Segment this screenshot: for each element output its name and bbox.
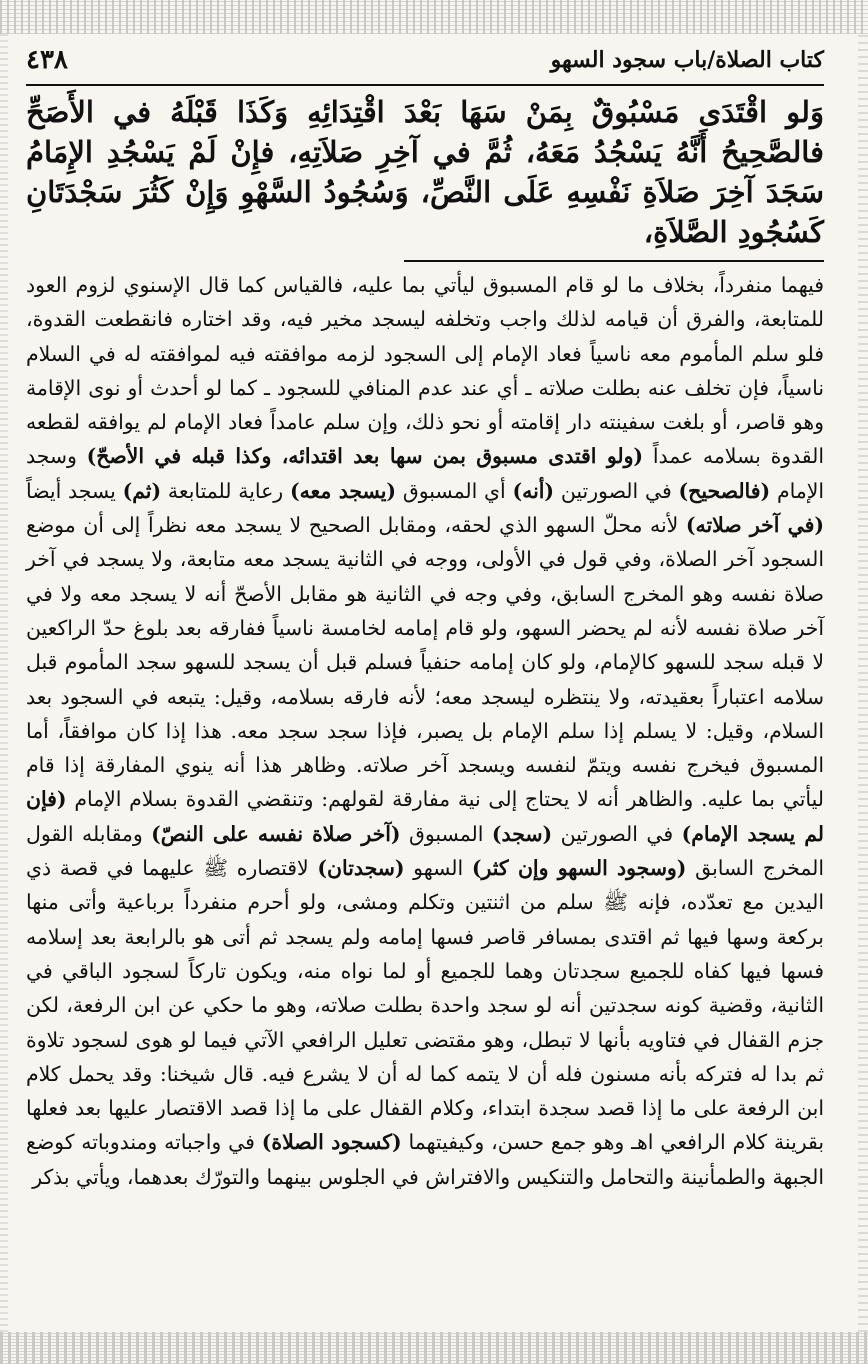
commentary-segment: في الصورتين [552,821,682,846]
main-text-matn: وَلو اقْتَدَى مَسْبُوقٌ بِمَنْ سَهَا بَعْدَ اقْتِدَائِهِ وَكَذَا قَبْلَهُ في الأَصَحِّ فالصَّحِيحُ أَنَّهُ يَسْجُدُ مَعَهُ، ثُمَّ في آخِرِ صَلاَتِهِ، فإِنْ لَمْ يَسْجُدِ الإِمَامُ سَجَدَ آخِرَ صَلاَةِ نَفْسِهِ عَلَى النَّصِّ، وَسُجُودُ السَّهْوِ وَإِنْ كَثُرَ سَجْدَتَانِ كَسُجُودِ الصَّلاَةِ، [26,95,824,249]
chapter-title: كتاب الصلاة/باب سجود السهو [550,47,824,73]
commentary-segment: يسجد أيضاً [26,478,123,503]
quoted-matn-segment: (فإن لم يسجد الإمام) [26,787,824,846]
commentary-segment: لاقتصاره ﷺ عليهما في قصة ذي اليدين مع تعدّده، فإنه ﷺ سلم من اثنتين وتكلم ومشى، ولو أحرم منفرداً برباعية وأتى منها بركعة وسها فيها ثم اقتدى بمسافر قاصر فسها إمامه ولم يسجد ثم أتى هو بالرابعة بعد إسلامه فسها فيها كفاه للجميع سجدتان وهما للجميع أو لما نواه منه، ويكون تاركاً لسجود الباقي في الثانية، وقضية كونه سجدتين أنه لو سجد واحدة بطلت صلاته، وهو ما حكي عن ابن الرفعة، لكن جزم القفال في فتاويه بأنها لا تبطل، وهو مقتضى تعليل الرافعي الآتي فيما لو هوى لسجود تلاوة ثم بدا له فتركه بأنه مسنون فله أن لا يتمه كما له أن لا يشرع فيه. قال شيخنا: وقد يحمل كلام ابن الرفعة على ما إذا قصد سجدة ابتداء، وكلام القفال على ما إذا قصد الاقتصار عليها بعد فعلها بقرينة كلام الرافعي اهـ وهو جمع حسن، وكيفيتهما [26,856,824,1155]
commentary-segment: أي المسبوق [396,478,513,503]
commentary-segment: في الصورتين [554,478,679,503]
quoted-matn-segment: (فالصحيح) [678,478,771,503]
commentary-segment: وسجد الإمام [26,444,825,503]
top-decorative-border [0,0,868,34]
quoted-matn-segment: (سجد) [491,821,553,846]
commentary-segment: في واجباته ومندوباته كوضع الجبهة والطمأنينة والتحامل والتنكيس والافتراش في الجلوس بينهما والتورّك بعدهما، ويأتي بذكر [26,1130,824,1189]
quoted-matn-segment: (آخر صلاة نفسه على النصّ) [151,821,401,846]
quoted-matn-segment: (كسجود الصلاة) [261,1130,402,1155]
commentary-segment: ومقابله القول المخرج السابق [26,821,825,881]
quoted-matn-segment: (في آخر صلاته) [685,513,824,538]
page-number: ٤٣٨ [26,45,68,75]
quoted-matn-segment: (وسجود السهو وإن كثر) [471,856,687,881]
bottom-decorative-border [0,1332,868,1364]
commentary-segment: رعاية للمتابعة [161,478,290,503]
commentary-paragraph [26,268,824,1194]
matn-commentary-separator [404,260,824,262]
quoted-matn-segment: (ثم) [122,478,162,503]
quoted-matn-segment: (يسجد معه) [289,478,397,503]
right-page-edge [858,34,868,1332]
left-page-edge [0,34,8,1332]
running-header [26,40,824,86]
commentary-segment: لأنه محلّ السهو الذي لحقه، ومقابل الصحيح لا يسجد معه نظراً إلى أن موضع السجود آخر الصلاة، وفي قول في الأولى، ووجه في الثانية يسجد معه متابعة، ولا يسجد في آخر صلاة نفسه وهو المخرج السابق، وفي وجه في الثانية هو مقابل الأصحّ أنه لا يسجد معه ولا في آخر صلاة نفسه لأنه لم يحضر السهو، ولو قام إمامه لخامسة ناسياً ففارقه بعد بلوغ حدّ الراكعين لا قبله سجد للسهو كالإمام، ولو كان إمامه حنفياً فسلم قبل أن يسجد للسهو سجد المأموم قبل سلامه اعتباراً بعقيدته، ولا ينتظره ليسجد معه؛ لأنه فارقه بسلامه، وقيل: يتبعه في السجود بعد السلام، وقيل: لا يسلم إذا سلم الإمام بل يصبر، فإذا سجد سجد معه. هذا إذا كان موافقاً، أما المسبوق فيخرج نفسه ويتمّ لنفسه ويسجد آخر صلاته. وظاهر هذا أنه ينوي المفارقة إذا قام ليأتي بما عليه. والظاهر أنه لا يحتاج إلى نية مفارقة لقولهم: وتنقضي القدوة بسلام الإمام [26,513,824,812]
commentary-segment: المسبوق [400,821,492,846]
quoted-matn-segment: (ولو اقتدى مسبوق بمن سها بعد اقتدائه، وكذا قبله في الأصحّ) [86,444,644,469]
quoted-matn-segment: (سجدتان) [317,856,405,881]
book-page [26,40,824,1194]
commentary-segment: السهو [404,856,472,881]
commentary-text [26,268,824,1194]
commentary-segment: فيهما منفرداً، بخلاف ما لو قام المسبوق ليأتي بما عليه، فالقياس كما قال الإسنوي لزوم العود للمتابعة، والفرق أن قيامه لذلك واجب وتخلفه ليسجد مخير فيه، وقد اختاره فانقطعت القدوة، فلو سلم المأموم معه ناسياً فعاد الإمام إلى السجود لزمه موافقته فيه لموافقته له في السلام ناسياً، فإن تخلف عنه بطلت صلاته ـ أي عند عدم المنافي للسجود ـ كما لو أحدث أو نوى الإقامة وهو قاصر، أو بلغت سفينته دار إقامته أو نحو ذلك، وإن سلم عامداً فعاد الإمام لم يوافقه لقطعه القدوة بسلامه عمداً [26,273,825,469]
quoted-matn-segment: (أنه) [512,478,555,503]
